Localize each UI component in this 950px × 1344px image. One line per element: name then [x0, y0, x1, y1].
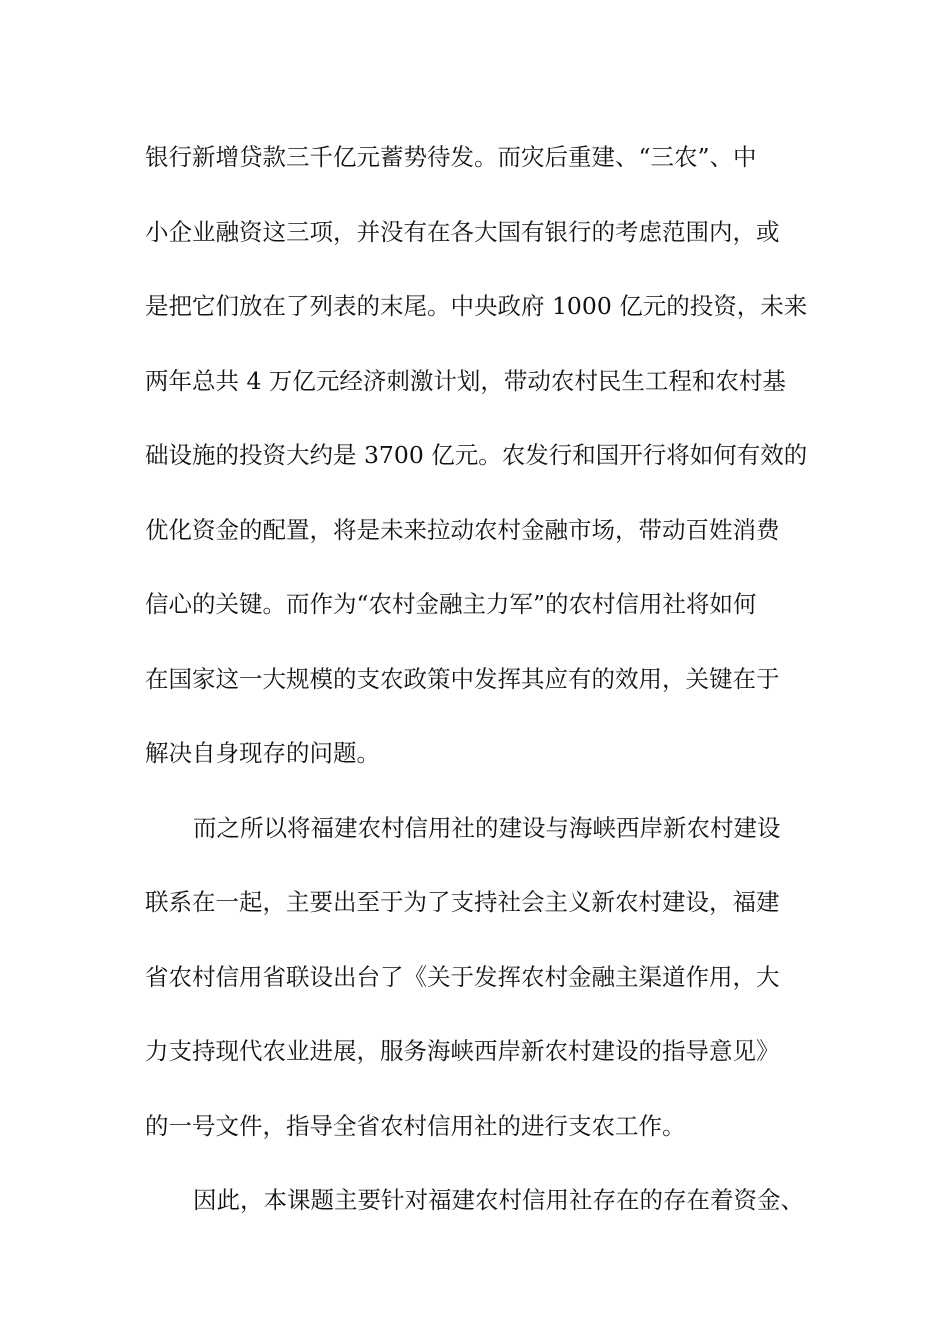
text-line: 的一号文件，指导全省农村信用社的进行支农工作。	[145, 1111, 686, 1140]
text-line: 信心的关键。而作为“农村金融主力军”的农村信用社将如何	[145, 590, 757, 618]
paragraph-start-line: 而之所以将福建农村信用社的建设与海峡西岸新农村建设	[193, 813, 781, 842]
text-line: 是把它们放在了列表的末尾。中央政府 1000 亿元的投资，未来	[145, 292, 808, 320]
paragraph-start-line: 因此，本课题主要针对福建农村信用社存在的存在着资金、	[193, 1186, 804, 1214]
text-line: 解决自身现存的问题。	[145, 739, 380, 767]
text-line: 小企业融资这三项，并没有在各大国有银行的考虑范围内，或	[145, 217, 780, 246]
text-line: 联系在一起，主要出至于为了支持社会主义新农村建设，福建	[145, 888, 780, 916]
text-line: 础设施的投资大约是 3700 亿元。农发行和国开行将如何有效的	[145, 441, 808, 469]
text-line: 力支持现代农业进展，服务海峡西岸新农村建设的指导意见》	[145, 1037, 780, 1065]
text-line: 银行新增贷款三千亿元蓄势待发。而灾后重建、“三农”、中	[145, 143, 757, 171]
text-line: 两年总共 4 万亿元经济刺激计划，带动农村民生工程和农村基	[145, 366, 786, 395]
body-text	[145, 120, 845, 1238]
text-line: 在国家这一大规模的支农政策中发挥其应有的效用，关键在于	[145, 664, 780, 693]
text-line: 省农村信用省联设出台了《关于发挥农村金融主渠道作用，大	[145, 962, 780, 991]
text-line: 优化资金的配置，将是未来拉动农村金融市场，带动百姓消费	[145, 515, 780, 544]
